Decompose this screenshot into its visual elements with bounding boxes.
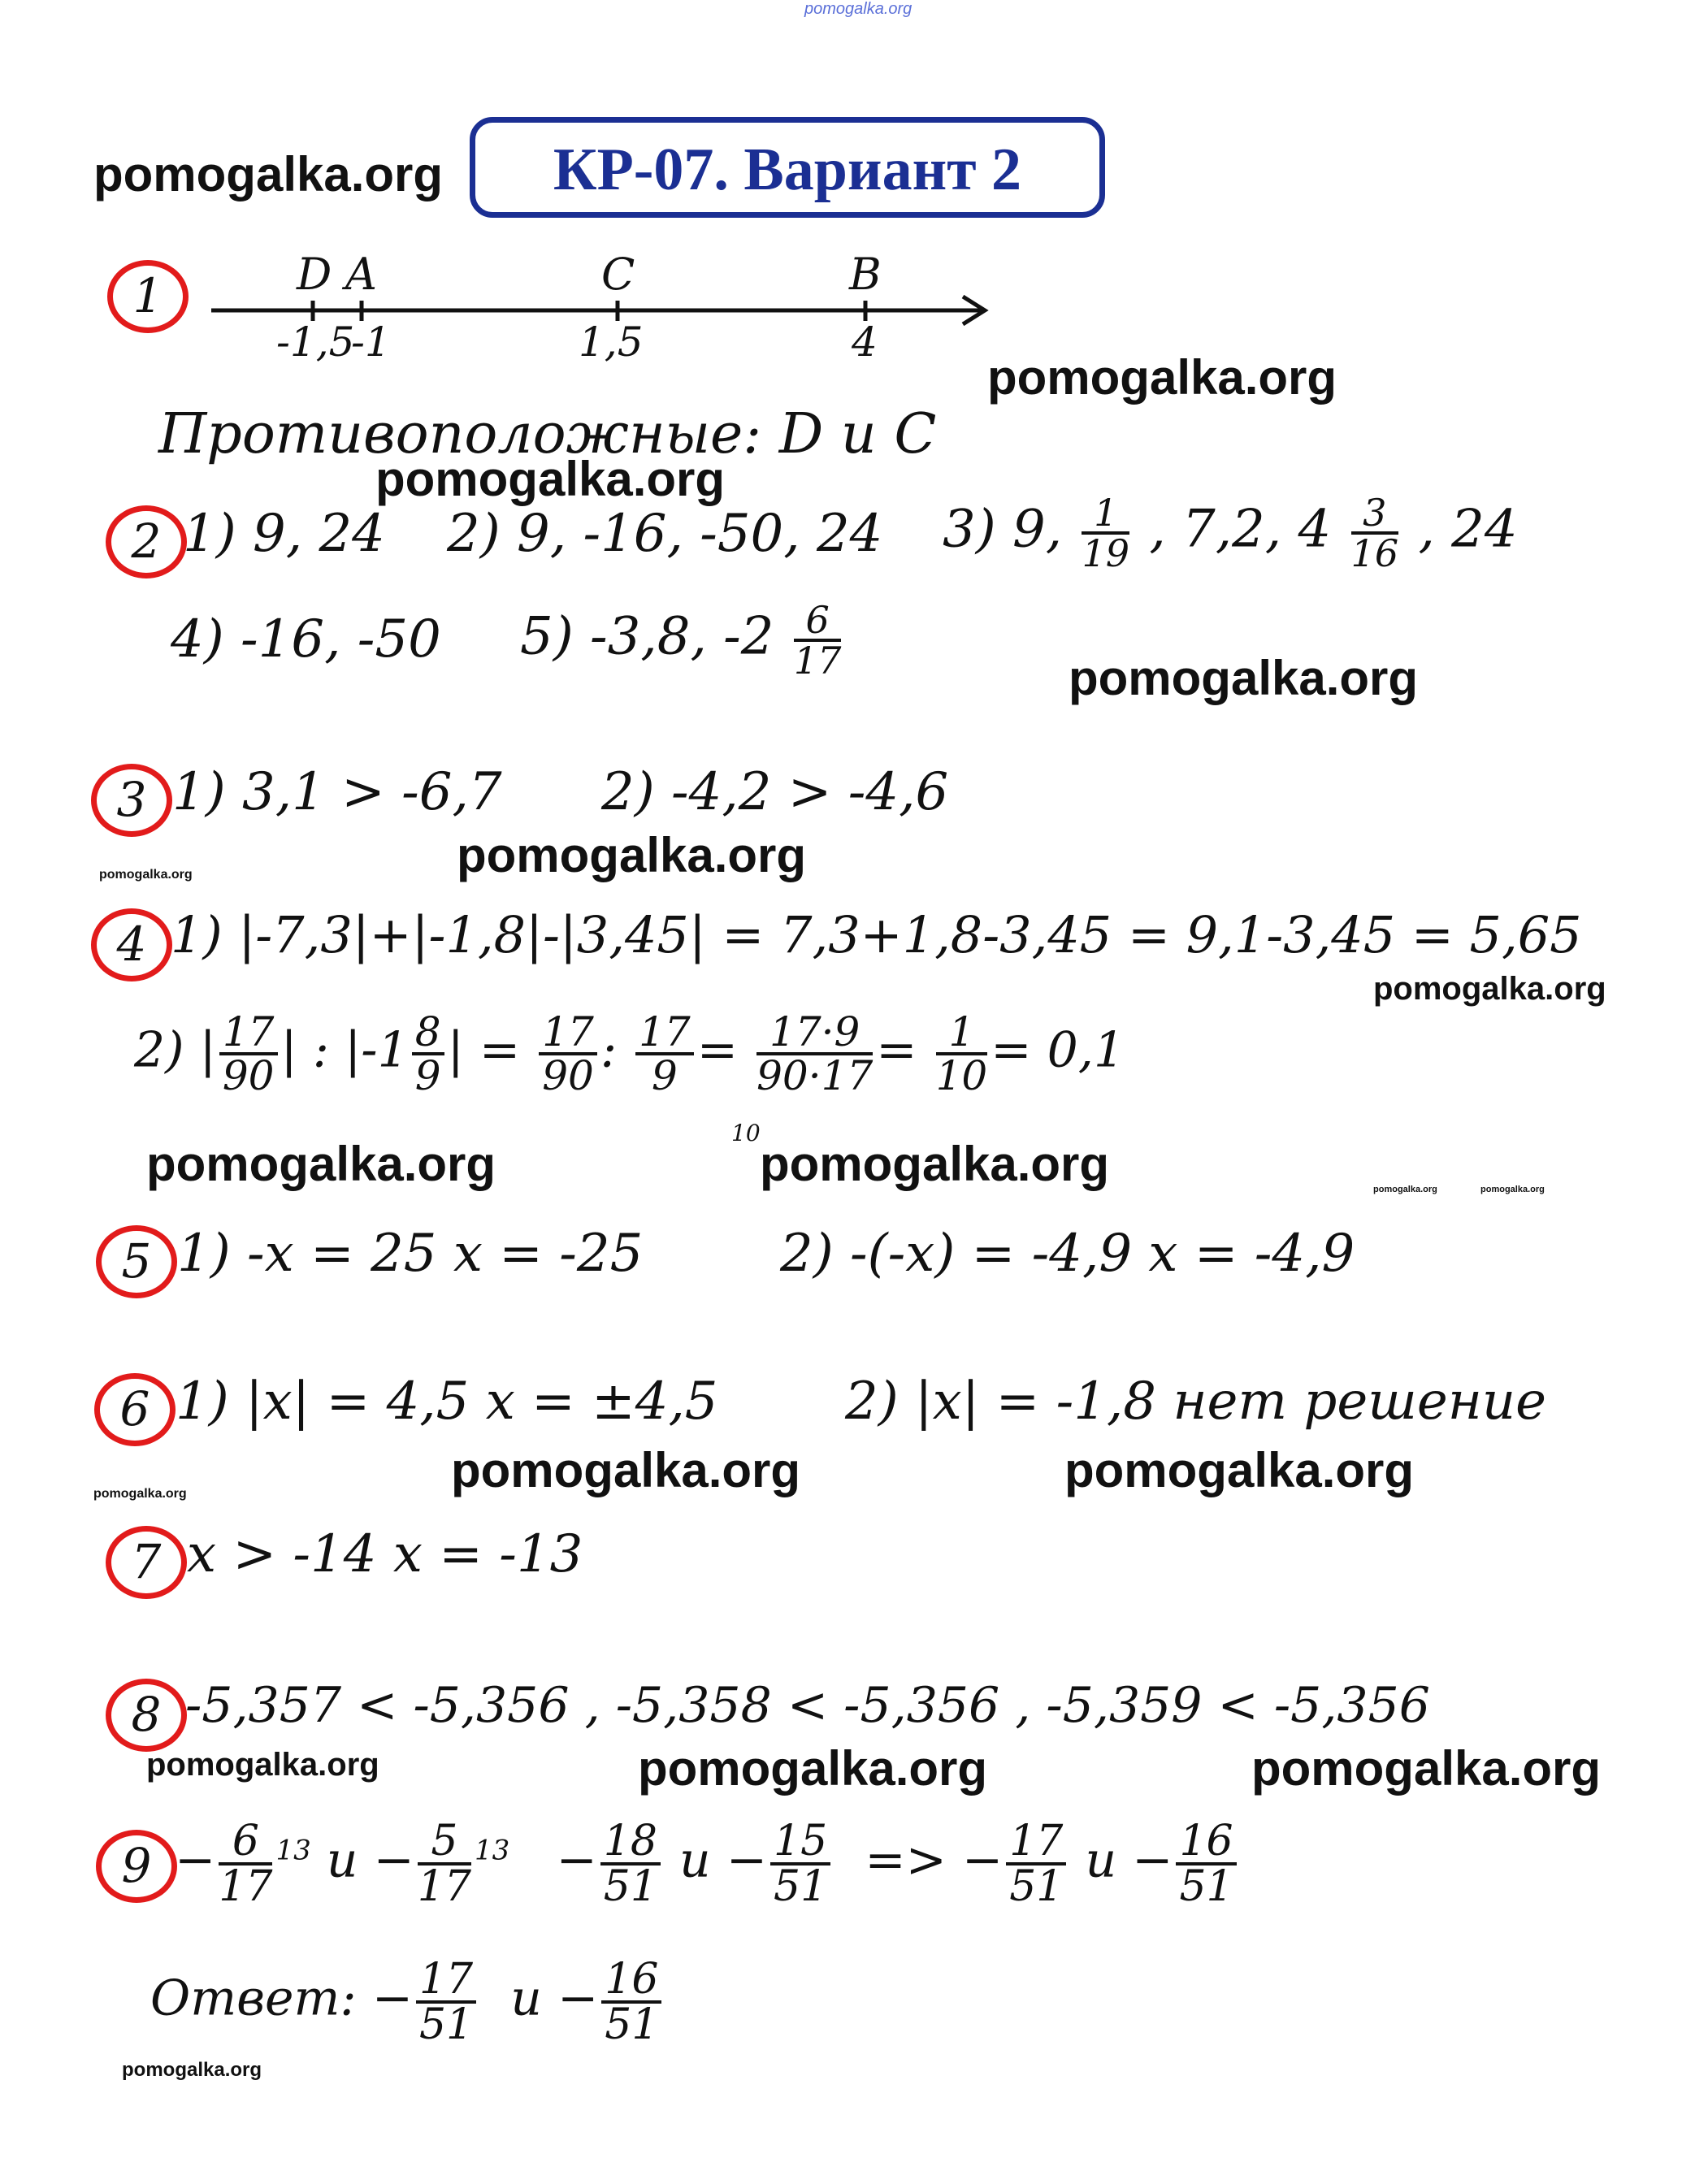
task-number-1: 1 [107,260,189,333]
task9-line1: − $\frac{6}{17}$ $^{13}$ и − $\frac{5}{17}$ $^{13}$ − $\frac{18}{51}$ и − $\frac{15}{51}$ => − $\frac{17}{51}$ и − $\frac{16}{51}$ [175,1820,1240,1908]
point-value-c: 1,5 [579,318,644,366]
watermark: pomogalka.org [122,2059,262,2081]
watermark: pomogalka.org [1480,1185,1545,1194]
watermark: pomogalka.org [1251,1741,1602,1796]
task6-part1: 1) |x| = 4,5 x = ±4,5 [176,1372,718,1432]
task2-part1: 1) 9, 24 [183,504,385,564]
point-label-d: D [297,249,332,300]
fraction: $\frac{16}{51}$ [1176,1820,1236,1908]
top-watermark: pomogalka.org [804,0,913,18]
fraction: $\frac{17\cdot 9}{90\cdot 17}$ [756,1008,874,1099]
watermark: pomogalka.org [760,1137,1110,1191]
task2-part5: 5) -3,8, -2 $\frac{6}{17}$ [520,598,842,682]
watermark: pomogalka.org [1373,971,1606,1007]
fraction: $\frac{3}{16}$ [1350,491,1399,575]
watermark: pomogalka.org [987,350,1337,405]
task-number-7: 7 [106,1526,187,1599]
task2-part4: 4) -16, -50 [171,609,441,670]
point-value-a: -1 [351,318,391,366]
point-value-b: 4 [852,318,878,366]
watermark: pomogalka.org [451,1443,801,1497]
title-box [470,117,1105,218]
task7-part1: x > -14 x = -13 [187,1524,583,1584]
fraction: $\frac{17}{90}$ [539,1012,597,1096]
task4-part2: 2) | $\frac{17}{90}$ | : |-1 $\frac{8}{9}$ | = $\frac{17}{90}$ : $\frac{17}{9}$ = $\frac{17\cdot 9}{90\cdot 17}$ = $\frac{1}{10}$ = 0,1 [134,1008,1125,1099]
task-number-3: 3 [91,764,172,837]
fraction: $\frac{17}{51}$ [416,1958,476,2046]
task-number-4: 4 [91,908,172,982]
fraction: $\frac{16}{51}$ [601,1958,661,2046]
fraction: $\frac{5}{17}$ [417,1817,471,1911]
task-number-9: 9 [96,1830,177,1903]
task8-part1: -5,357 < -5,356 , -5,358 < -5,356 , -5,359 < -5,356 [185,1677,1430,1734]
task2-part3 [943,491,1518,575]
fraction: $\frac{6}{17}$ [219,1817,273,1911]
fraction: $\frac{8}{9}$ [412,1012,444,1096]
task9-answer: Ответ: − $\frac{17}{51}$ и − $\frac{16}{51}$ [150,1958,665,2046]
watermark: pomogalka.org [146,1137,496,1191]
task-number-2: 2 [106,505,187,578]
task-number-5: 5 [96,1225,177,1298]
fraction: $\frac{18}{51}$ [600,1820,661,1908]
point-label-b: B [849,249,882,300]
task5-part2: 2) -(-x) = -4,9 x = -4,9 [780,1224,1355,1284]
task1-answer: Противоположные: D и C [158,402,937,466]
page-title: КР-07. Вариант 2 [553,136,1022,203]
watermark: pomogalka.org [99,868,193,882]
watermark: pomogalka.org [1064,1443,1415,1497]
task3-part1: 1) 3,1 > -6,7 [172,762,502,822]
watermark: pomogalka.org [1373,1185,1437,1194]
watermark: pomogalka.org [93,147,444,202]
task2-part2: 2) 9, -16, -50, 24 [447,504,883,564]
task3-part2: 2) -4,2 > -4,6 [601,762,949,822]
fraction: $\frac{6}{17}$ [793,598,842,682]
task-number-6: 6 [94,1373,176,1446]
fraction: $\frac{17}{90}$ [219,1012,278,1096]
task5-part1: 1) -x = 25 x = -25 [177,1224,644,1284]
task2-p3-a: 3) 9, [943,499,1063,560]
watermark: pomogalka.org [638,1741,988,1796]
fraction: $\frac{17}{9}$ [635,1012,694,1096]
task4-part1: 1) |-7,3|+|-1,8|-|3,45| = 7,3+1,8-3,45 = 9,1-3,45 = 5,65 [171,905,1582,964]
watermark: pomogalka.org [93,1487,187,1501]
point-label-a: A [345,249,377,300]
task4-small-note: 10 [731,1120,761,1146]
point-label-c: C [601,249,635,300]
fraction: $\frac{17}{51}$ [1006,1820,1066,1908]
fraction: $\frac{1}{19}$ [1082,491,1129,575]
task-number-8: 8 [106,1679,187,1752]
task2-p3-c: , 24 [1418,499,1518,560]
point-value-d: -1,5 [276,318,355,366]
fraction: $\frac{15}{51}$ [770,1820,830,1908]
fraction: $\frac{1}{10}$ [935,1008,988,1099]
watermark: pomogalka.org [457,828,807,882]
task2-p3-b: , 7,2, 4 [1149,499,1332,560]
watermark: pomogalka.org [146,1747,379,1783]
watermark: pomogalka.org [375,452,726,506]
task6-part2: 2) |x| = -1,8 нет решение [845,1372,1546,1432]
watermark: pomogalka.org [1069,651,1419,705]
